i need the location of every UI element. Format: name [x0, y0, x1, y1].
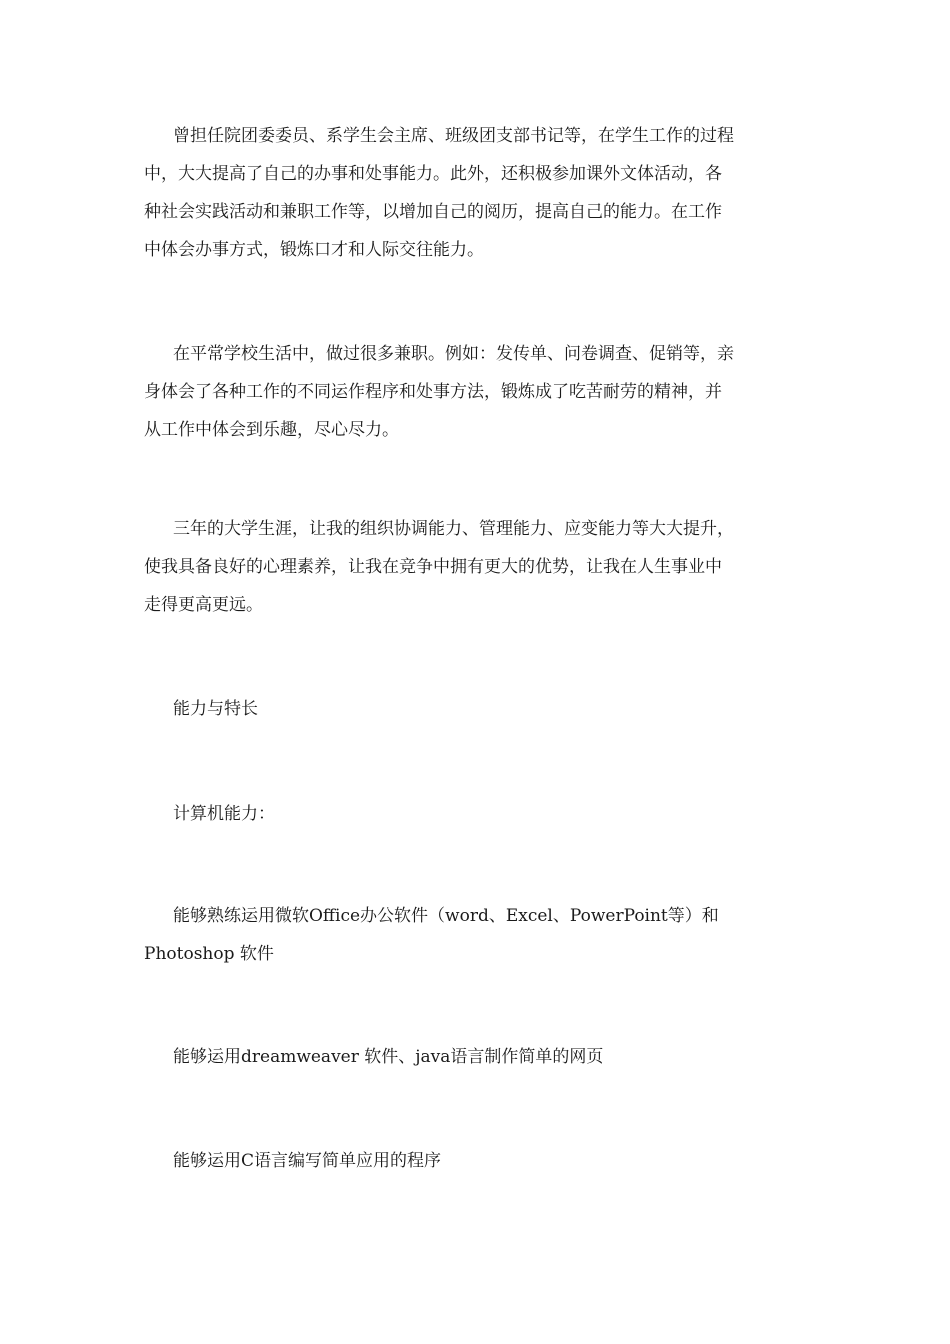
paragraph-experience-summary [144, 510, 808, 624]
text-line: Photoshop 软件 [144, 944, 274, 964]
text-line: 在平常学校生活中，做过很多兼职。例如：发传单、问卷调查、促销等，亲 [173, 344, 734, 364]
subheading-text: 计算机能力： [173, 804, 275, 824]
text-line: 三年的大学生涯，让我的组织协调能力、管理能力、应变能力等大大提升， [173, 519, 734, 539]
text-line: 走得更高更远。 [144, 595, 263, 615]
text-line: 中体会办事方式，锻炼口才和人际交往能力。 [144, 240, 484, 260]
subheading-computer-skills [144, 795, 808, 833]
heading-text: 能力与特长 [173, 699, 258, 719]
skill-item-office [144, 897, 808, 973]
text-line: 能够熟练运用微软Office办公软件（word、Excel、PowerPoint等）和 [173, 906, 719, 926]
text-line: 中，大大提高了自己的办事和处事能力。此外，还积极参加课外文体活动，各 [144, 164, 722, 184]
text-line: 能够运用C语言编写简单应用的程序 [173, 1151, 442, 1171]
text-line: 曾担任院团委委员、系学生会主席、班级团支部书记等，在学生工作的过程 [173, 126, 734, 146]
paragraph-part-time-experience [144, 335, 808, 449]
text-line: 使我具备良好的心理素养，让我在竞争中拥有更大的优势，让我在人生事业中 [144, 557, 722, 577]
text-line: 种社会实践活动和兼职工作等，以增加自己的阅历，提高自己的能力。在工作 [144, 202, 722, 222]
paragraph-student-work-experience [144, 117, 808, 269]
skill-item-c-language [144, 1142, 808, 1180]
text-line: 能够运用dreamweaver 软件、java语言制作简单的网页 [173, 1047, 604, 1067]
text-line: 从工作中体会到乐趣，尽心尽力。 [144, 420, 399, 440]
skill-item-dreamweaver [144, 1038, 808, 1076]
text-line: 身体会了各种工作的不同运作程序和处事方法，锻炼成了吃苦耐劳的精神，并 [144, 382, 722, 402]
section-heading-skills [144, 690, 808, 728]
